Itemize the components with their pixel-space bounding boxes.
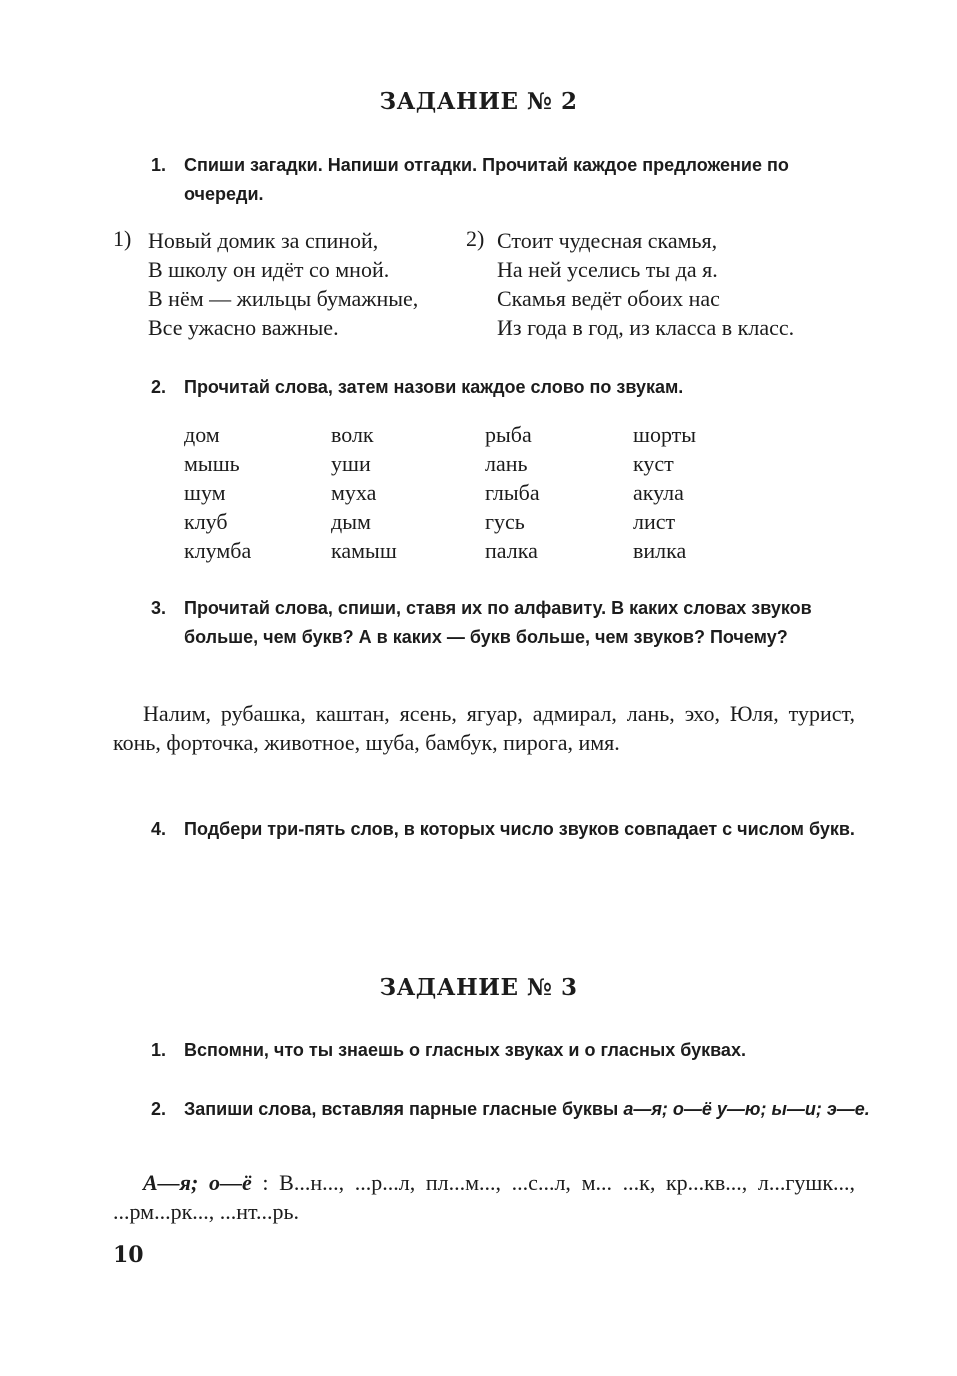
riddle-line: Из года в год, из класса в класс. — [497, 315, 795, 340]
exercise-paragraph — [113, 1168, 855, 1226]
word: мышь — [184, 451, 240, 476]
task-2-4 — [151, 815, 871, 844]
riddle-line: На ней уселись ты да я. — [497, 257, 718, 282]
task-instruction: Вспомни, что ты знаешь о гласных звуках и о гласных буквах. — [184, 1040, 746, 1060]
word: рыба — [485, 422, 532, 447]
word: уши — [331, 451, 371, 476]
riddle-1 — [148, 226, 418, 342]
word: гусь — [485, 509, 525, 534]
word: палка — [485, 538, 538, 563]
task-3-1 — [151, 1036, 871, 1065]
word: акула — [633, 480, 684, 505]
task-instruction: Спиши загадки. Напиши отгадки. Прочитай каждое предложение по очереди. — [184, 155, 789, 204]
word: куст — [633, 451, 674, 476]
task-number: 3. — [151, 598, 167, 618]
task-instruction: Прочитай слова, спиши, ставя их по алфавиту. В каких словах звуков больше, чем букв? А в каких — букв больше, чем звуков? Почему? — [184, 598, 812, 647]
riddle-line: Новый домик за спиной, — [148, 228, 379, 253]
task-instruction — [184, 1095, 871, 1124]
word: волк — [331, 422, 374, 447]
task-number: 1. — [151, 155, 167, 175]
word: вилка — [633, 538, 687, 563]
section-3-title: ЗАДАНИЕ № 3 — [379, 974, 578, 1001]
riddle-line: В нём — жильцы бумажные, — [148, 286, 419, 311]
riddle-line: Скамья ведёт обоих нас — [497, 286, 720, 311]
word: шум — [184, 480, 226, 505]
instruction-text: Запиши слова, вставляя парные гласные буквы — [184, 1099, 619, 1119]
word: клумба — [184, 538, 252, 563]
word-column-4 — [633, 420, 696, 565]
page-number: 10 — [113, 1242, 144, 1268]
word-column-2 — [331, 420, 397, 565]
riddle-1-number: 1) — [113, 226, 132, 251]
exercise-words: : В...н..., ...р...л, пл...м..., ...с...л, м... ...к, кр...кв..., л...гушк..., ...рм...рк..., ...нт...рь. — [113, 1170, 856, 1224]
exercise-label: А—я; о—ё — [143, 1170, 252, 1195]
word: шорты — [633, 422, 697, 447]
section-2-title: ЗАДАНИЕ № 2 — [379, 88, 578, 115]
riddle-line: В школу он идёт со мной. — [148, 257, 390, 282]
word: лист — [633, 509, 676, 534]
word: муха — [331, 480, 377, 505]
task-instruction: Прочитай слова, затем назови каждое слово по звукам. — [184, 377, 684, 397]
word-column-3 — [485, 420, 540, 565]
word: лань — [485, 451, 528, 476]
riddle-line: Стоит чудесная скамья, — [497, 228, 718, 253]
task-2-3 — [151, 594, 871, 652]
word-list-paragraph: Налим, рубашка, каштан, ясень, ягуар, адмирал, лань, эхо, Юля, турист, конь, форточка, животное, шуба, бамбук, пирога, имя. — [113, 701, 855, 755]
riddle-line: Все ужасно важные. — [148, 315, 339, 340]
task-number: 1. — [151, 1040, 167, 1060]
riddle-2-number: 2) — [466, 226, 485, 251]
task-3-2 — [151, 1095, 871, 1124]
word: глыба — [485, 480, 540, 505]
word: дом — [184, 422, 220, 447]
task-number: 4. — [151, 819, 167, 839]
word: клуб — [184, 509, 228, 534]
task-2-1 — [151, 151, 871, 209]
word: дым — [331, 509, 371, 534]
word-column-1 — [184, 420, 251, 565]
vowel-pairs: а—я; о—ё у—ю; ы—и; э—е. — [623, 1099, 870, 1119]
task-number: 2. — [151, 377, 167, 397]
word: камыш — [331, 538, 397, 563]
task-instruction: Подбери три-пять слов, в которых число звуков совпадает с числом букв. — [184, 819, 855, 839]
task-2-2 — [151, 373, 871, 402]
riddle-2 — [497, 226, 794, 342]
task-number: 2. — [151, 1099, 167, 1119]
